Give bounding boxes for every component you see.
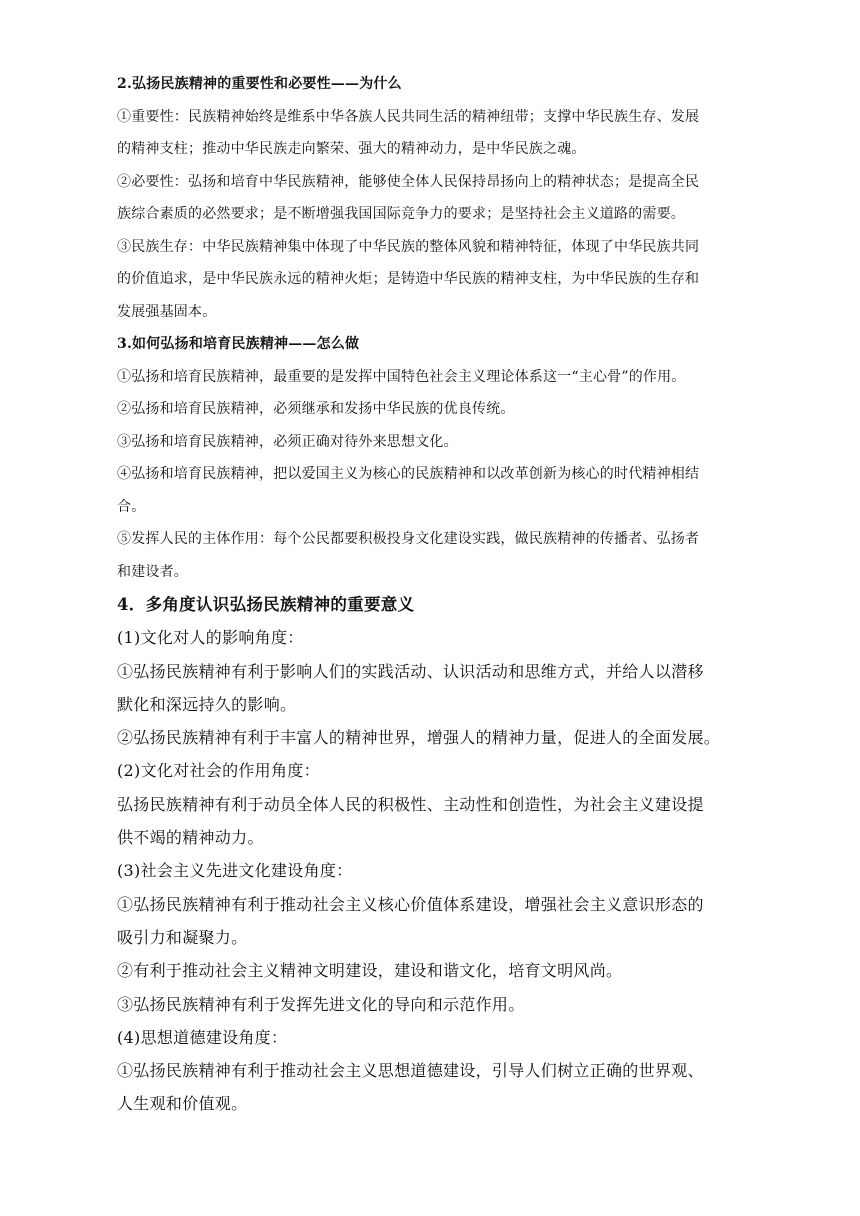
line: ②有利于推动社会主义精神文明建设，建设和谐文化，培育文明风尚。 [117, 961, 623, 981]
line: 的精神支柱；推动中华民族走向繁荣、强大的精神动力，是中华民族之魂。 [117, 141, 586, 157]
line: ①弘扬和培育民族精神，最重要的是发挥中国特色社会主义理论体系这一“主心骨”的作用。 [117, 368, 686, 385]
line: ③弘扬和培育民族精神，必须正确对待外来思想文化。 [117, 433, 458, 450]
section-4-item-4 [117, 754, 745, 787]
line: ④弘扬和培育民族精神，把以爱国主义为核心的民族精神和以改革创新为核心的时代精神相结 [117, 466, 700, 482]
section-2-item-1 [117, 101, 745, 166]
line: (4)思想道德建设角度： [117, 1027, 288, 1047]
section-3-item-2 [117, 393, 745, 426]
line: 供不竭的精神动力。 [117, 828, 264, 848]
section-4-heading: 4．多角度认识弘扬民族精神的重要意义 [117, 595, 415, 614]
document-page [117, 68, 745, 1121]
line: 默化和深远持久的影响。 [117, 694, 297, 714]
line: 发展强基固本。 [117, 303, 217, 320]
line: ②必要性：弘扬和培育中华民族精神，能够使全体人民保持昂扬向上的精神状态；是提高全民 [117, 173, 700, 190]
section-4-item-2 [117, 655, 745, 722]
line: (3)社会主义先进文化建设角度： [117, 861, 353, 881]
line: ①弘扬民族精神有利于推动社会主义思想道德建设，引导人们树立正确的世界观、 [117, 1061, 704, 1081]
line: ①弘扬民族精神有利于推动社会主义核心价值体系建设，增强社会主义意识形态的 [117, 894, 704, 914]
section-4-item-3 [117, 721, 745, 754]
section-4-item-6 [117, 854, 745, 887]
line: ③弘扬民族精神有利于发挥先进文化的导向和示范作用。 [117, 994, 525, 1014]
section-2-item-2 [117, 166, 745, 231]
section-3-item-3 [117, 426, 745, 459]
section-4-item-1 [117, 621, 745, 654]
section-4-item-5 [117, 788, 745, 855]
line: (2)文化对社会的作用角度： [117, 761, 320, 781]
line: 族综合素质的必然要求；是不断增强我国国际竞争力的要求；是坚持社会主义道路的需要。 [117, 206, 685, 222]
line: ③民族生存：中华民族精神集中体现了中华民族的整体风貌和精神特征，体现了中华民族共同 [117, 238, 700, 255]
line: 和建设者。 [117, 563, 188, 580]
section-4-item-7 [117, 888, 745, 955]
line: 吸引力和凝聚力。 [117, 927, 248, 947]
line: ①重要性：民族精神始终是维系中华各族人民共同生活的精神纽带；支撑中华民族生存、发展 [117, 108, 700, 125]
section-4-item-10 [117, 1021, 745, 1054]
line: 弘扬民族精神有利于动员全体人民的积极性、主动性和创造性，为社会主义建设提 [117, 794, 704, 814]
section-3-heading: 3.如何弘扬和培育民族精神——怎么做 [117, 336, 360, 352]
line: ①弘扬民族精神有利于影响人们的实践活动、认识活动和思维方式，并给人以潜移 [117, 661, 704, 681]
line: ②弘扬民族精神有利于丰富人的精神世界，增强人的精神力量，促进人的全面发展。 [117, 728, 721, 748]
section-4-item-8 [117, 954, 745, 987]
section-4-item-11 [117, 1054, 745, 1121]
section-4-item-9 [117, 988, 745, 1021]
section-2-item-3 [117, 231, 745, 329]
line: 合。 [117, 498, 146, 515]
line: 的价值追求，是中华民族永远的精神火炬；是铸造中华民族的精神支柱，为中华民族的生存和 [117, 271, 700, 287]
section-3-item-1 [117, 361, 745, 394]
section-2-heading: 2.弘扬民族精神的重要性和必要性——为什么 [117, 76, 402, 92]
line: 人生观和价值观。 [117, 1094, 248, 1114]
line: ②弘扬和培育民族精神，必须继承和发扬中华民族的优良传统。 [117, 401, 515, 417]
section-3-item-5 [117, 523, 745, 588]
section-3-item-4 [117, 458, 745, 523]
line: (1)文化对人的影响角度： [117, 628, 304, 648]
line: ⑤发挥人民的主体作用：每个公民都要积极投身文化建设实践，做民族精神的传播者、弘扬者 [117, 531, 700, 547]
